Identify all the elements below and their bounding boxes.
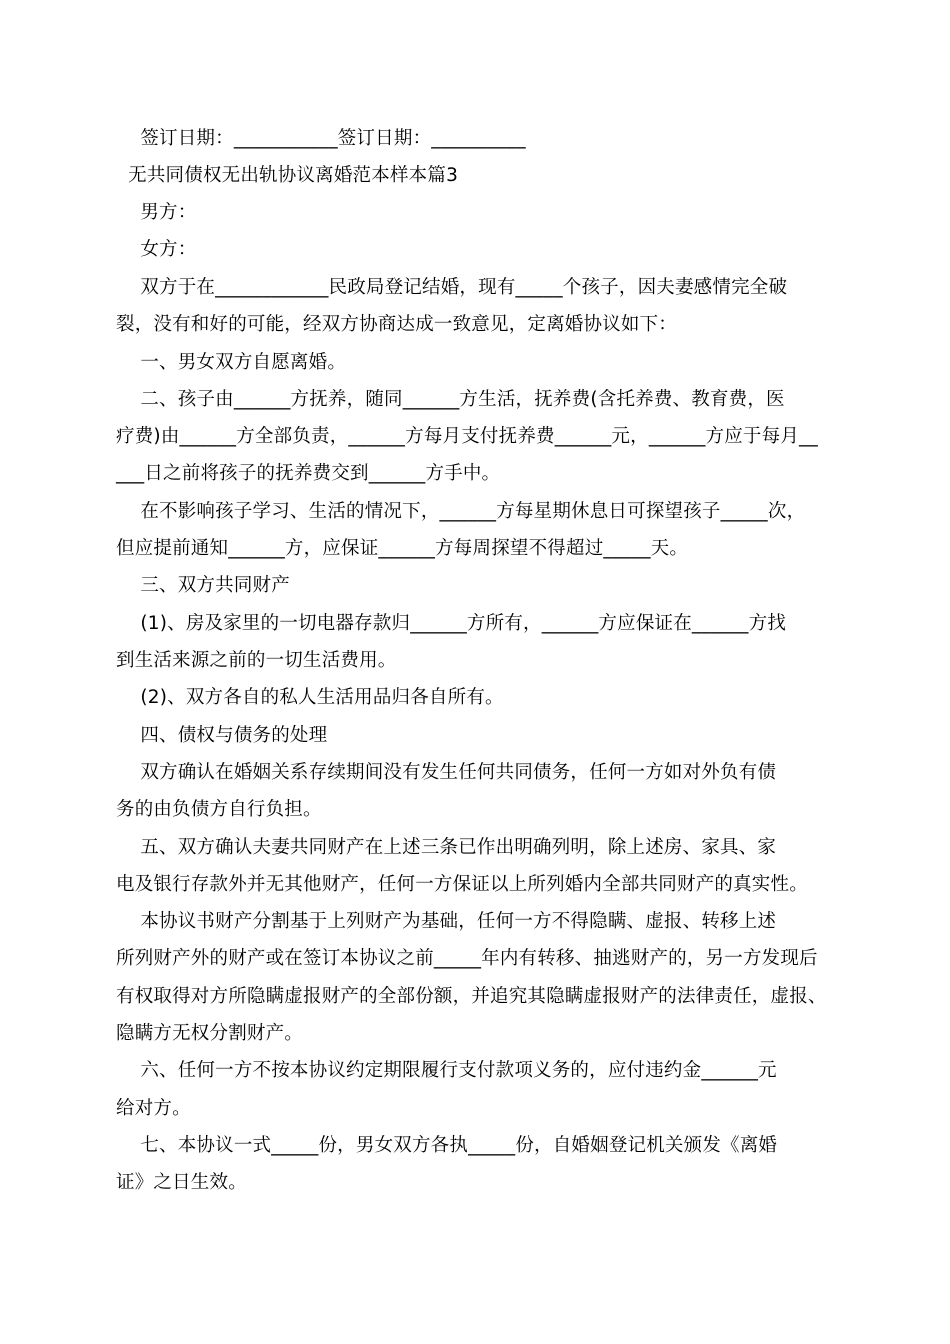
text-line: 七、本协议一式_____份，男女双方各执_____份，自婚姻登记机关颁发《离婚 (116, 1135, 778, 1156)
text-line: (1)、房及家里的一切电器存款归______方所有，______方应保证在______方找 (116, 613, 787, 634)
text-line: 但应提前通知______方，应保证______方每周探望不得超过_____天。 (116, 538, 689, 559)
text-line: 本协议书财产分割基于上列财产为基础，任何一方不得隐瞒、虚报、转移上述 (116, 911, 777, 932)
text-line: 在不影响孩子学习、生活的情况下，______方每星期休息日可探望孩子_____次， (116, 501, 806, 522)
text-line: 疗费)由______方全部负责，______方每月支付抚养费______元，______方应于每月__ (116, 426, 818, 447)
text-line: 所列财产外的财产或在签订本协议之前_____年内有转移、抽逃财产的，另一方发现后 (116, 948, 818, 969)
text-line: 双方确认在婚姻关系存续期间没有发生任何共同债务，任何一方如对外负有债 (116, 762, 777, 783)
text-line: 给对方。 (116, 1098, 191, 1119)
text-line: (2)、双方各自的私人生活用品归各自所有。 (116, 687, 504, 708)
text-line: 到生活来源之前的一切生活费用。 (116, 650, 397, 671)
text-line: ___日之前将孩子的抚养费交到______方手中。 (116, 463, 501, 484)
text-line: 双方于在____________民政局登记结婚，现有_____个孩子，因夫妻感情完全破 (116, 277, 788, 298)
clause-heading: 一、男女双方自愿离婚。 (116, 352, 347, 373)
text-line: 六、任何一方不按本协议约定期限履行支付款项义务的，应付违约金______元 (116, 1060, 777, 1081)
section-title: 无共同债权无出轨协议离婚范本样本篇3 (116, 165, 459, 186)
text-line: 证》之日生效。 (116, 1172, 247, 1193)
clause-heading: 四、债权与债务的处理 (116, 725, 328, 746)
text-line: 务的由负债方自行负担。 (116, 799, 322, 820)
signing-date-line: 签订日期：___________签订日期：__________ (116, 128, 526, 149)
text-line: 有权取得对方所隐瞒虚报财产的全部份额，并追究其隐瞒虚报财产的法律责任，虚报、 (116, 986, 827, 1007)
text-line: 隐瞒方无权分割财产。 (116, 1023, 304, 1044)
male-party-line: 男方： (116, 202, 197, 223)
female-party-line: 女方： (116, 239, 197, 260)
text-line: 五、双方确认夫妻共同财产在上述三条已作出明确列明，除上述房、家具、家 (116, 837, 777, 858)
text-line: 二、孩子由______方抚养，随同______方生活，抚养费(含托养费、教育费，医 (116, 389, 785, 410)
text-line: 裂，没有和好的可能，经双方协商达成一致意见，定离婚协议如下： (116, 314, 678, 335)
clause-heading: 三、双方共同财产 (116, 575, 290, 596)
text-line: 电及银行存款外并无其他财产，任何一方保证以上所列婚内全部共同财产的真实性。 (116, 874, 808, 895)
